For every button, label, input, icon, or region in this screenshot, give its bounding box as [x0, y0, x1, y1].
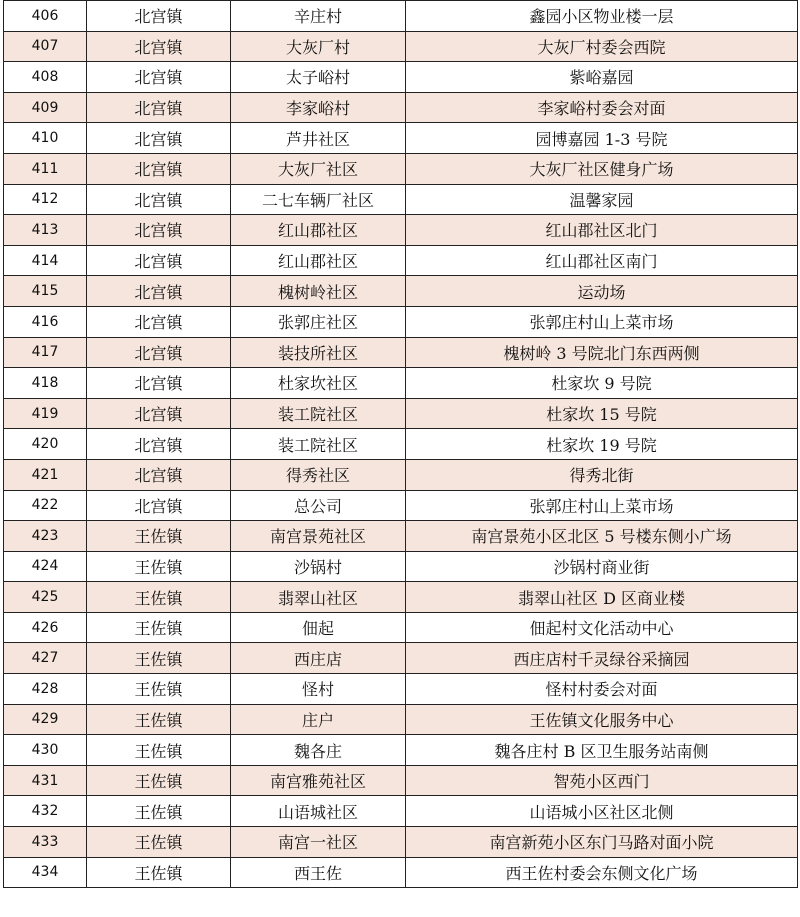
community-cell: 红山郡社区: [231, 245, 406, 276]
town-cell: 北宫镇: [87, 123, 231, 154]
table-row: [4, 674, 798, 705]
location-cell: 王佐镇文化服务中心: [406, 704, 798, 735]
community-cell: 芦井社区: [231, 123, 406, 154]
community-cell: 西庄店: [231, 643, 406, 674]
community-cell: 大灰厂社区: [231, 153, 406, 184]
town-cell: 北宫镇: [87, 368, 231, 399]
table-row: [4, 337, 798, 368]
row-number: 423: [4, 521, 87, 552]
row-number: 410: [4, 123, 87, 154]
table-row: [4, 551, 798, 582]
location-cell: 大灰厂社区健身广场: [406, 153, 798, 184]
town-cell: 北宫镇: [87, 184, 231, 215]
row-number: 407: [4, 31, 87, 62]
row-number: 421: [4, 459, 87, 490]
community-cell: 庄户: [231, 704, 406, 735]
row-number: 416: [4, 306, 87, 337]
location-cell: 沙锅村商业街: [406, 551, 798, 582]
location-cell: 张郭庄村山上菜市场: [406, 306, 798, 337]
row-number: 418: [4, 368, 87, 399]
table-row: [4, 857, 798, 888]
location-cell: 李家峪村委会对面: [406, 92, 798, 123]
community-cell: 二七车辆厂社区: [231, 184, 406, 215]
location-cell: 杜家坎 9 号院: [406, 368, 798, 399]
location-cell: 佃起村文化活动中心: [406, 612, 798, 643]
community-cell: 装工院社区: [231, 429, 406, 460]
row-number: 422: [4, 490, 87, 521]
row-number: 431: [4, 765, 87, 796]
location-cell: 翡翠山社区 D 区商业楼: [406, 582, 798, 613]
town-cell: 北宫镇: [87, 215, 231, 246]
community-cell: 太子峪村: [231, 62, 406, 93]
location-cell: 红山郡社区南门: [406, 245, 798, 276]
row-number: 430: [4, 735, 87, 766]
community-cell: 张郭庄社区: [231, 306, 406, 337]
table-row: [4, 459, 798, 490]
table-row: [4, 123, 798, 154]
table-row: [4, 612, 798, 643]
community-cell: 南宫景苑社区: [231, 521, 406, 552]
town-cell: 北宫镇: [87, 1, 231, 32]
location-cell: 智苑小区西门: [406, 765, 798, 796]
table-row: [4, 704, 798, 735]
town-cell: 北宫镇: [87, 490, 231, 521]
community-cell: 李家峪村: [231, 92, 406, 123]
location-cell: 怪村村委会对面: [406, 674, 798, 705]
location-cell: 西庄店村千灵绿谷采摘园: [406, 643, 798, 674]
community-cell: 魏各庄: [231, 735, 406, 766]
location-cell: 张郭庄村山上菜市场: [406, 490, 798, 521]
town-cell: 王佐镇: [87, 857, 231, 888]
location-cell: 西王佐村委会东侧文化广场: [406, 857, 798, 888]
location-cell: 园博嘉园 1-3 号院: [406, 123, 798, 154]
row-number: 429: [4, 704, 87, 735]
location-cell: 紫峪嘉园: [406, 62, 798, 93]
location-cell: 得秀北街: [406, 459, 798, 490]
town-cell: 王佐镇: [87, 704, 231, 735]
community-cell: 辛庄村: [231, 1, 406, 32]
table-row: [4, 429, 798, 460]
table-row: [4, 827, 798, 858]
community-cell: 杜家坎社区: [231, 368, 406, 399]
table-row: [4, 643, 798, 674]
community-cell: 沙锅村: [231, 551, 406, 582]
row-number: 425: [4, 582, 87, 613]
table-row: [4, 92, 798, 123]
town-cell: 王佐镇: [87, 796, 231, 827]
town-cell: 王佐镇: [87, 551, 231, 582]
site-table-body: [4, 1, 798, 888]
community-cell: 怪村: [231, 674, 406, 705]
location-cell: 魏各庄村 B 区卫生服务站南侧: [406, 735, 798, 766]
row-number: 428: [4, 674, 87, 705]
location-cell: 南宫景苑小区北区 5 号楼东侧小广场: [406, 521, 798, 552]
community-cell: 佃起: [231, 612, 406, 643]
community-cell: 西王佐: [231, 857, 406, 888]
town-cell: 北宫镇: [87, 429, 231, 460]
community-cell: 总公司: [231, 490, 406, 521]
location-cell: 大灰厂村委会西院: [406, 31, 798, 62]
town-cell: 北宫镇: [87, 398, 231, 429]
table-row: [4, 153, 798, 184]
table-row: [4, 31, 798, 62]
table-row: [4, 398, 798, 429]
location-cell: 槐树岭 3 号院北门东西两侧: [406, 337, 798, 368]
town-cell: 王佐镇: [87, 643, 231, 674]
location-cell: 红山郡社区北门: [406, 215, 798, 246]
row-number: 420: [4, 429, 87, 460]
row-number: 411: [4, 153, 87, 184]
town-cell: 北宫镇: [87, 459, 231, 490]
table-row: [4, 1, 798, 32]
town-cell: 王佐镇: [87, 521, 231, 552]
town-cell: 北宫镇: [87, 245, 231, 276]
table-row: [4, 582, 798, 613]
table-row: [4, 765, 798, 796]
town-cell: 王佐镇: [87, 612, 231, 643]
table-row: [4, 490, 798, 521]
town-cell: 北宫镇: [87, 306, 231, 337]
town-cell: 北宫镇: [87, 337, 231, 368]
town-cell: 王佐镇: [87, 827, 231, 858]
town-cell: 王佐镇: [87, 582, 231, 613]
row-number: 427: [4, 643, 87, 674]
town-cell: 北宫镇: [87, 31, 231, 62]
location-cell: 山语城小区社区北侧: [406, 796, 798, 827]
town-cell: 王佐镇: [87, 674, 231, 705]
row-number: 408: [4, 62, 87, 93]
town-cell: 北宫镇: [87, 62, 231, 93]
row-number: 413: [4, 215, 87, 246]
community-cell: 南宫雅苑社区: [231, 765, 406, 796]
row-number: 432: [4, 796, 87, 827]
row-number: 419: [4, 398, 87, 429]
table-row: [4, 306, 798, 337]
town-cell: 北宫镇: [87, 276, 231, 307]
community-cell: 装技所社区: [231, 337, 406, 368]
community-cell: 山语城社区: [231, 796, 406, 827]
row-number: 424: [4, 551, 87, 582]
community-cell: 装工院社区: [231, 398, 406, 429]
table-row: [4, 245, 798, 276]
town-cell: 北宫镇: [87, 92, 231, 123]
community-cell: 红山郡社区: [231, 215, 406, 246]
table-row: [4, 215, 798, 246]
table-row: [4, 184, 798, 215]
row-number: 406: [4, 1, 87, 32]
row-number: 434: [4, 857, 87, 888]
community-cell: 大灰厂村: [231, 31, 406, 62]
table-row: [4, 796, 798, 827]
table-row: [4, 368, 798, 399]
community-cell: 得秀社区: [231, 459, 406, 490]
row-number: 415: [4, 276, 87, 307]
town-cell: 王佐镇: [87, 765, 231, 796]
row-number: 426: [4, 612, 87, 643]
table-row: [4, 276, 798, 307]
location-cell: 温馨家园: [406, 184, 798, 215]
table-row: [4, 735, 798, 766]
town-cell: 王佐镇: [87, 735, 231, 766]
row-number: 409: [4, 92, 87, 123]
row-number: 433: [4, 827, 87, 858]
table-row: [4, 521, 798, 552]
location-cell: 杜家坎 19 号院: [406, 429, 798, 460]
location-cell: 运动场: [406, 276, 798, 307]
community-cell: 翡翠山社区: [231, 582, 406, 613]
location-cell: 鑫园小区物业楼一层: [406, 1, 798, 32]
site-table: [3, 0, 798, 888]
row-number: 414: [4, 245, 87, 276]
row-number: 417: [4, 337, 87, 368]
location-cell: 杜家坎 15 号院: [406, 398, 798, 429]
community-cell: 南宫一社区: [231, 827, 406, 858]
location-cell: 南宫新苑小区东门马路对面小院: [406, 827, 798, 858]
row-number: 412: [4, 184, 87, 215]
table-row: [4, 62, 798, 93]
town-cell: 北宫镇: [87, 153, 231, 184]
community-cell: 槐树岭社区: [231, 276, 406, 307]
